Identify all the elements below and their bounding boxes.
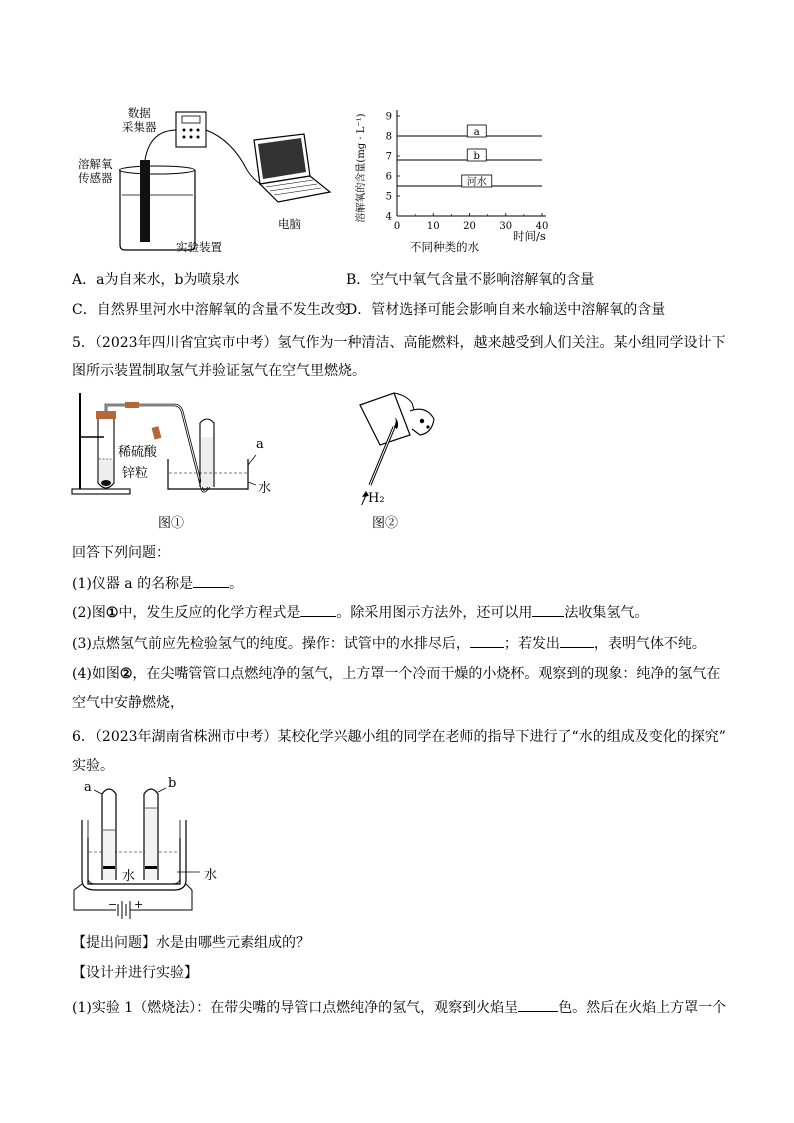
x-tick-label: 30 (499, 221, 513, 232)
label-sensor: 溶解氧 传感器 (78, 157, 113, 185)
label-minus: − (108, 898, 118, 911)
chart-ylabel: 溶解氧的含量(mg · L⁻¹) (356, 113, 367, 223)
chart-xlabel: 时间/s (513, 229, 546, 243)
caption-apparatus: 实验装置 (176, 240, 222, 254)
series-label: a (473, 127, 480, 138)
label-dilute-acid: 稀硫酸 (118, 445, 158, 460)
y-tick-label: 9 (385, 111, 392, 123)
label-data-collector: 数据 采集器 (122, 106, 157, 134)
y-tick-label: 5 (385, 191, 392, 203)
q6-part1: (1)实验 1（燃烧法）：在带尖嘴的导管口点燃纯净的氢气，观察到火焰呈 色。然后在火焰上方罩一个 (72, 1000, 727, 1016)
x-tick-label: 10 (426, 221, 440, 232)
q6-design: 【设计并进行实验】 (72, 965, 198, 981)
y-tick-label: 4 (385, 211, 392, 223)
q5-stem-line2: 图所示装置制取氢气并验证氢气在空气里燃烧。 (72, 363, 366, 379)
answer-blank[interactable] (560, 647, 594, 648)
x-tick-label: 40 (535, 221, 549, 232)
label-tube-b: b (168, 776, 177, 791)
answer-blank[interactable] (532, 616, 564, 617)
q6-stem-line1: 6．（2023年湖南省株洲市中考）某校化学兴趣小组的同学在老师的指导下进行了“水的组成及变化的探究” (72, 729, 726, 745)
q5-part4-line2: 空气中安静燃烧， (72, 695, 184, 711)
option-a: A．a为自来水，b为喷泉水 (72, 272, 240, 288)
q5-part4-line1: (4)如图②，在尖嘴管管口点燃纯净的氢气，上方罩一个冷而干燥的小烧杯。观察到的现象：纯净的氢气在 (72, 666, 721, 682)
q5-figure-1 (70, 385, 290, 530)
series-label: b (473, 151, 480, 162)
label-tube-a: a (84, 780, 92, 795)
dissolved-oxygen-chart (352, 98, 562, 258)
y-tick-label: 7 (385, 151, 392, 163)
x-tick-label: 0 (393, 221, 401, 232)
answer-blank[interactable] (193, 587, 229, 588)
q5-part1: (1)仪器 a 的名称是 。 (72, 576, 244, 592)
label-computer: 电脑 (278, 217, 301, 231)
apparatus-figure (72, 100, 342, 260)
caption-fig2: 图② (372, 516, 399, 531)
chart-series-lines (397, 125, 542, 188)
q5-answer-intro: 回答下列问题： (72, 545, 170, 561)
label-water: 水 (258, 481, 272, 496)
q5-part2: (2)图①中，发生反应的化学方程式是 。除采用图示方法外，还可以用 法收集氢气。 (72, 605, 649, 621)
option-b: B．空气中氧气含量不影响溶解氧的含量 (346, 272, 595, 288)
label-water-side: 水 (204, 868, 218, 883)
label-water-inner: 水 (122, 869, 136, 884)
answer-blank[interactable] (470, 647, 504, 648)
y-tick-label: 6 (385, 171, 392, 183)
label-a: a (256, 437, 264, 452)
electrolysis-figure (72, 776, 252, 925)
option-d: D．管材选择可能会影响自来水输送中溶解氧的含量 (346, 302, 666, 318)
q6-stem-line2: 实验。 (72, 758, 114, 774)
q6-raise-question: 【提出问题】水是由哪些元素组成的？ (72, 935, 310, 951)
answer-blank[interactable] (300, 616, 336, 617)
label-zinc: 锌粒 (122, 466, 149, 481)
caption-chart: 不同种类的水 (410, 240, 479, 254)
y-tick-label: 8 (385, 131, 392, 143)
answer-blank[interactable] (518, 1011, 558, 1012)
q5-stem-line1: 5．（2023年四川省宜宾市中考）氢气作为一种清洁、高能燃料，越来越受到人们关注。某小组同学设计下 (72, 335, 726, 351)
label-plus: + (134, 898, 144, 911)
option-c: C．自然界里河水中溶解氧的含量不发生改变 (72, 302, 349, 318)
series-label: 河水 (466, 177, 487, 188)
q5-figure-2 (340, 385, 450, 530)
q5-part3: (3)点燃氢气前应先检验氢气的纯度。操作：试管中的水排尽后， ；若发出 ，表明气体不纯。 (72, 636, 706, 652)
label-h2: H₂ (368, 491, 385, 506)
caption-fig1: 图① (158, 516, 185, 531)
x-tick-label: 20 (463, 221, 476, 232)
